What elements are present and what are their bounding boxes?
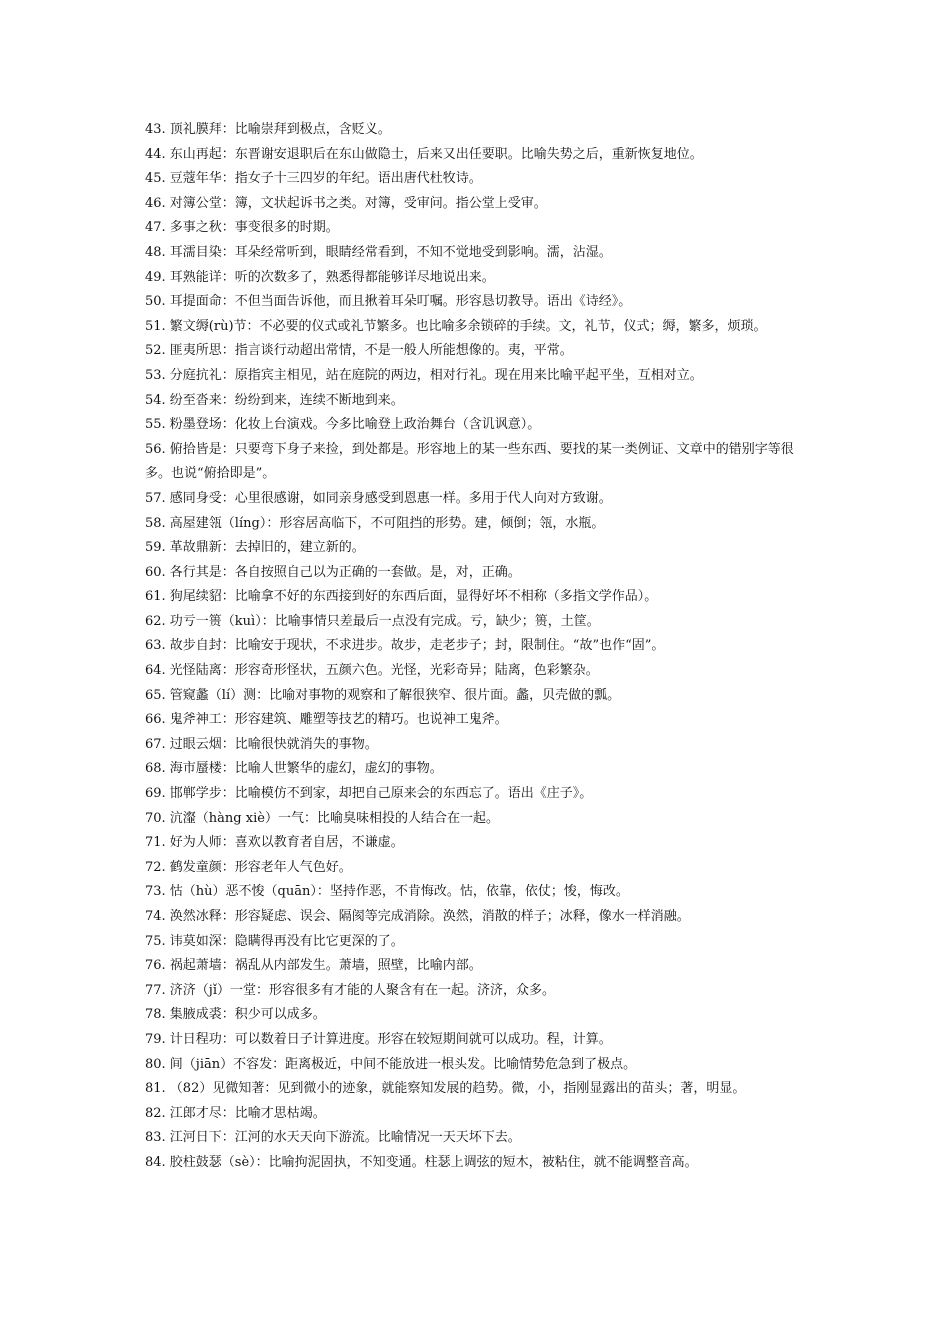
list-item: 50. 耳提面命：不但当面告诉他，而且揪着耳朵叮嘱。形容恳切教导。语出《诗经》。 <box>145 294 632 310</box>
list-item: 55. 粉墨登场：化妆上台演戏。今多比喻登上政治舞台（含讥讽意）。 <box>145 417 541 433</box>
list-item: 72. 鹤发童颜：形容老年人气色好。 <box>145 859 352 875</box>
list-item: 58. 高屋建瓴（líng）：形容居高临下，不可阻挡的形势。建，倾倒；瓴，水瓶。 <box>145 515 605 531</box>
list-item: 67. 过眼云烟：比喻很快就消失的事物。 <box>145 736 378 752</box>
list-item: 77. 济济（jǐ）一堂：形容很多有才能的人聚含有在一起。济济，众多。 <box>145 982 555 998</box>
list-item: 63. 故步自封：比喻安于现状，不求进步。故步，走老步子；封，限制住。“故”也作“固”。 <box>145 638 665 654</box>
list-item: 49. 耳熟能详：听的次数多了，熟悉得都能够详尽地说出来。 <box>145 269 495 285</box>
list-item: 83. 江河日下：江河的水天天向下游流。比喻情况一天天坏下去。 <box>145 1130 521 1146</box>
list-item: 54. 纷至沓来：纷纷到来，连续不断地到来。 <box>145 392 404 408</box>
list-item: 76. 祸起萧墙：祸乱从内部发生。萧墙，照壁，比喻内部。 <box>145 958 482 974</box>
list-item: 51. 繁文缛(rù)节：不必要的仪式或礼节繁多。也比喻多余锁碎的手续。文，礼节，仪式；缛，繁多，烦琐。 <box>145 318 767 334</box>
list-item: 60. 各行其是：各自按照自己以为正确的一套做。是，对，正确。 <box>145 564 521 580</box>
list-item: 44. 东山再起：东晋谢安退职后在东山做隐士，后来又出任要职。比喻失势之后，重新恢复地位。 <box>145 146 703 162</box>
list-item: 68. 海市蜃楼：比喻人世繁华的虚幻，虚幻的事物。 <box>145 761 443 777</box>
list-item: 48. 耳濡目染：耳朵经常听到，眼睛经常看到，不知不觉地受到影响。濡，沾湿。 <box>145 244 612 260</box>
list-item: 73. 怙（hù）恶不悛（quān）：坚持作恶，不肯悔改。怙，依靠，依仗；悛，悔改。 <box>145 884 629 900</box>
list-item: 65. 管窥蠡（lí）测：比喻对事物的观察和了解很狭窄、很片面。蠡，贝壳做的瓢。 <box>145 687 621 703</box>
list-item: 81. （82）见微知著：见到微小的迹象，就能察知发展的趋势。微，小，指刚显露出的苗头；著，明显。 <box>145 1081 746 1097</box>
list-item: 53. 分庭抗礼：原指宾主相见，站在庭院的两边，相对行礼。现在用来比喻平起平坐，互相对立。 <box>145 367 703 383</box>
list-item: 66. 鬼斧神工：形容建筑、雕塑等技艺的精巧。也说神工鬼斧。 <box>145 712 508 728</box>
idiom-list <box>145 118 815 1176</box>
list-item: 56. 俯拾皆是：只要弯下身子来捡，到处都是。形容地上的某一些东西、要找的某一类例证、文章中的错别字等很多。也说“俯拾即是”。 <box>145 441 794 482</box>
list-item: 61. 狗尾续貂：比喻拿不好的东西接到好的东西后面，显得好坏不相称（多指文学作品）。 <box>145 589 658 605</box>
list-item: 75. 讳莫如深：隐瞒得再没有比它更深的了。 <box>145 933 404 949</box>
list-item: 62. 功亏一篑（kuì）：比喻事情只差最后一点没有完成。亏，缺少；篑，土筐。 <box>145 613 600 629</box>
list-item: 46. 对簿公堂：簿，文状起诉书之类。对簿，受审问。指公堂上受审。 <box>145 195 547 211</box>
list-item: 80. 间（jiān）不容发：距离极近，中间不能放进一根头发。比喻情势危急到了极点。 <box>145 1056 637 1072</box>
list-item: 45. 豆蔻年华：指女子十三四岁的年纪。语出唐代杜牧诗。 <box>145 171 482 187</box>
list-item: 74. 涣然冰释：形容疑虑、误会、隔阂等完成消除。涣然，消散的样子；冰释，像水一样消融。 <box>145 909 690 924</box>
list-item: 57. 感同身受：心里很感谢，如同亲身感受到恩惠一样。多用于代人向对方致谢。 <box>145 490 612 506</box>
list-item: 52. 匪夷所思：指言谈行动超出常情，不是一般人所能想像的。夷，平常。 <box>145 343 573 359</box>
list-item: 64. 光怪陆离：形容奇形怪状，五颜六色。光怪，光彩奇异；陆离，色彩繁杂。 <box>145 663 599 679</box>
list-item: 59. 革故鼎新：去掉旧的，建立新的。 <box>145 540 365 556</box>
list-item: 82. 江郎才尽：比喻才思枯竭。 <box>145 1105 326 1121</box>
list-item: 79. 计日程功：可以数着日子计算进度。形容在较短期间就可以成功。程，计算。 <box>145 1031 612 1047</box>
list-item: 71. 好为人师：喜欢以教育者自居，不谦虚。 <box>145 835 404 851</box>
list-item: 47. 多事之秋：事变很多的时期。 <box>145 220 339 236</box>
list-item: 78. 集腋成裘：积少可以成多。 <box>145 1007 326 1023</box>
list-item: 70. 沆瀣（hàng xiè）一气：比喻臭味相投的人结合在一起。 <box>145 810 499 826</box>
list-item: 84. 胶柱鼓瑟（sè）：比喻拘泥固执，不知变通。柱瑟上调弦的短木，被粘住，就不能调整音高。 <box>145 1154 698 1170</box>
list-item: 43. 顶礼膜拜：比喻崇拜到极点，含贬义。 <box>145 122 391 137</box>
list-item: 69. 邯郸学步：比喻模仿不到家，却把自己原来会的东西忘了。语出《庄子》。 <box>145 786 593 802</box>
